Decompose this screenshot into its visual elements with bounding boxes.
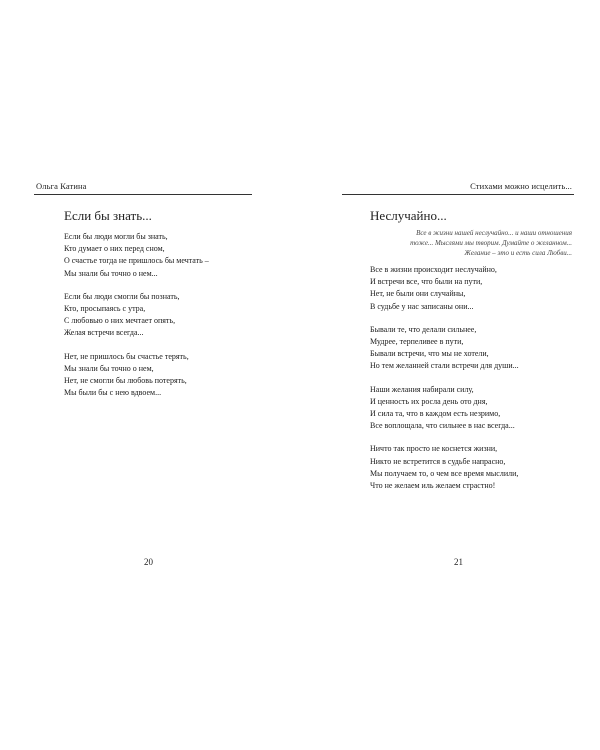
left-poem-body	[64, 231, 209, 410]
stanza	[370, 324, 519, 373]
poem-line: Кто, просыпаясь с утра,	[64, 304, 146, 314]
right-poem-body	[370, 264, 519, 503]
left-poem-title: Если бы знать...	[64, 208, 152, 223]
poem-line: Но тем желанней стали встречи для души...	[370, 361, 519, 371]
right-header-rule	[342, 194, 574, 195]
poem-line: И встречи все, что были на пути,	[370, 277, 483, 287]
poem-line: Что не желаем иль желаем страстно!	[370, 481, 496, 491]
poem-line: Мы знали бы точно о нем,	[64, 363, 154, 373]
poem-line: О счастье тогда не пришлось бы мечтать –	[64, 256, 209, 266]
epigraph-line: Желание – это и есть сила Любви...	[464, 249, 572, 257]
poem-line: Наши желания набирали силу,	[370, 384, 474, 394]
stanza	[64, 231, 209, 280]
poem-line: Нет, не пришлось бы счастье терять,	[64, 351, 189, 361]
poem-line: Никто не встретится в судьбе напрасно,	[370, 456, 506, 466]
poem-line: Желая встречи всегда...	[64, 328, 144, 338]
poem-line: Мы были бы с нею вдвоем...	[64, 388, 162, 398]
epigraph	[372, 228, 572, 258]
right-poem-title: Неслучайно...	[370, 208, 447, 223]
left-header-rule	[34, 194, 252, 195]
poem-line: Бывали встречи, что мы не хотели,	[370, 349, 489, 359]
stanza	[370, 384, 519, 433]
stanza	[370, 443, 519, 492]
poem-line: В судьбе у нас записаны они...	[370, 301, 474, 311]
poem-line: И ценность их росла день ото дня,	[370, 396, 488, 406]
poem-line: Если бы люди смогли бы познать,	[64, 291, 180, 301]
poem-line: Если бы люди могли бы знать,	[64, 232, 168, 241]
left-running-head: Ольга Катина	[36, 181, 87, 191]
epigraph-line: Все в жизни нашей неслучайно... и наши отношения	[416, 229, 572, 237]
poem-line: Ничто так просто не коснется жизни,	[370, 444, 498, 454]
right-page-number: 21	[454, 557, 463, 567]
right-page	[300, 0, 600, 750]
poem-line: Бывали те, что делали сильнее,	[370, 324, 477, 334]
poem-line: С любовью о них мечтает опять,	[64, 316, 176, 326]
stanza	[64, 291, 209, 340]
poem-line: Все воплощала, что сильнее в нас всегда...	[370, 421, 515, 431]
poem-line: Все в жизни происходит неслучайно,	[370, 265, 497, 274]
poem-line: Кто думает о них перед сном,	[64, 244, 165, 254]
poem-line: Мы получаем то, о чем все время мыслили,	[370, 468, 519, 478]
poem-line: Мы знали бы точно о нем...	[64, 268, 158, 278]
epigraph-line: тоже... Мыслями мы творим. Думайте о желанном...	[410, 239, 572, 247]
left-page-number: 20	[144, 557, 153, 567]
stanza	[370, 264, 519, 313]
poem-line: Мудрее, терпеливее в пути,	[370, 337, 464, 347]
poem-line: И сила та, что в каждом есть незримо,	[370, 409, 501, 419]
right-running-head: Стихами можно исцелить...	[470, 181, 572, 191]
poem-line: Нет, не смогли бы любовь потерять,	[64, 376, 187, 386]
poem-line: Нет, не были они случайны,	[370, 289, 466, 299]
stanza	[64, 351, 209, 400]
